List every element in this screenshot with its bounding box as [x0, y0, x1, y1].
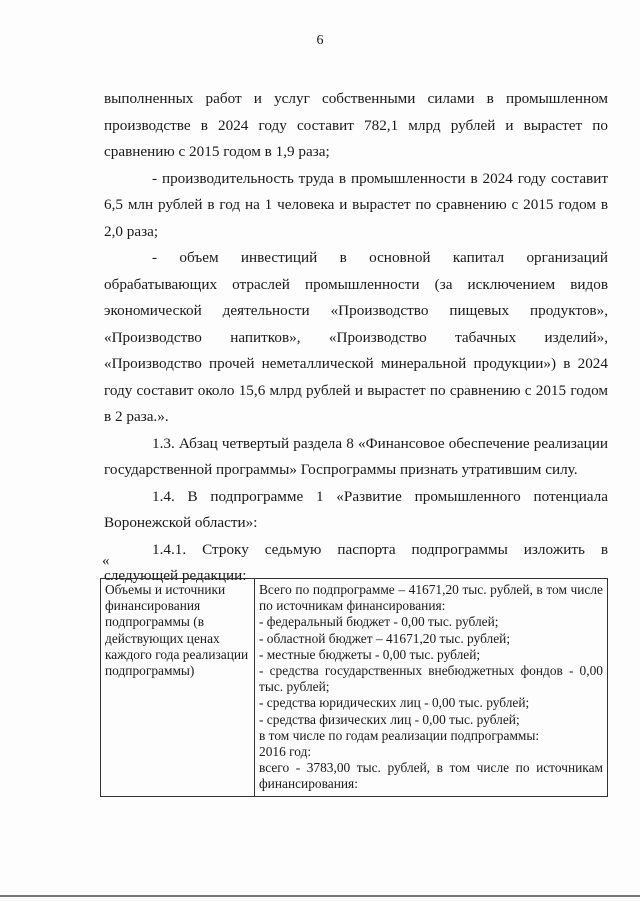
funding-line: - федеральный бюджет - 0,00 тыс. рублей;: [259, 614, 499, 630]
funding-line: - средства государственных внебюджетных фондов - 0,00 тыс. рублей;: [259, 663, 603, 695]
funding-line: - средства физических лиц - 0,00 тыс. рублей;: [259, 711, 520, 727]
paragraph-item-1-4: 1.4. В подпрограмме 1 «Развитие промышленного потенциала Воронежской области»:: [104, 487, 608, 531]
document-body: [104, 86, 608, 590]
funding-label-cell: Объемы и источники финансирования подпрограммы (в действующих ценах каждого года реализации подпрограммы): [101, 579, 255, 797]
page-bottom-edge: [0, 895, 640, 897]
passport-table: [100, 578, 608, 797]
funding-line: в том числе по годам реализации подпрограммы:: [259, 727, 540, 743]
funding-line: - средства юридических лиц - 0,00 тыс. рублей;: [259, 695, 530, 711]
table-row: [101, 579, 608, 797]
page-number: 6: [316, 33, 324, 48]
opening-quote-mark: «: [102, 553, 110, 569]
paragraph-item-1-3: 1.3. Абзац четвертый раздела 8 «Финансовое обеспечение реализации государственной программы» Госпрограммы признать утратившим силу.: [104, 434, 608, 478]
funding-line: - местные бюджеты - 0,00 тыс. рублей;: [259, 646, 481, 662]
funding-value-cell: [255, 579, 608, 797]
funding-line: Всего по подпрограмме – 41671,20 тыс. рублей, в том числе по источникам финансирования:: [259, 582, 603, 614]
paragraph-labor-productivity: - производительность труда в промышленности в 2024 году составит 6,5 млн рублей в год на 1 человека и вырастет по сравнению с 2015 годом в 2,0 раза;: [104, 169, 608, 240]
funding-line: 2016 год:: [259, 744, 312, 760]
paragraph-item-1-4-1: 1.4.1. Строку седьмую паспорта подпрограммы изложить в следующей редакции:: [104, 540, 608, 584]
funding-line: всего - 3783,00 тыс. рублей, в том числе по источникам финансирования:: [259, 760, 603, 792]
paragraph-continuation: выполненных работ и услуг собственными силами в промышленном производстве в 2024 году составит 782,1 млрд рублей и вырастет по сравнению с 2015 годом в 1,9 раза;: [104, 90, 608, 160]
paragraph-investment-volume: - объем инвестиций в основной капитал организаций обрабатывающих отраслей промышленности (за исключением видов экономической деятельности «Производство пищевых продуктов», «Производство напитков», «Производство табачных изделий», «Производство прочей неметаллической минеральной продукции») в 2024 году составит около 15,6 млрд рублей и вырастет по сравнению с 2015 годом в 2 раза.».: [104, 249, 608, 425]
funding-line: - областной бюджет – 41671,20 тыс. рублей;: [259, 630, 511, 646]
